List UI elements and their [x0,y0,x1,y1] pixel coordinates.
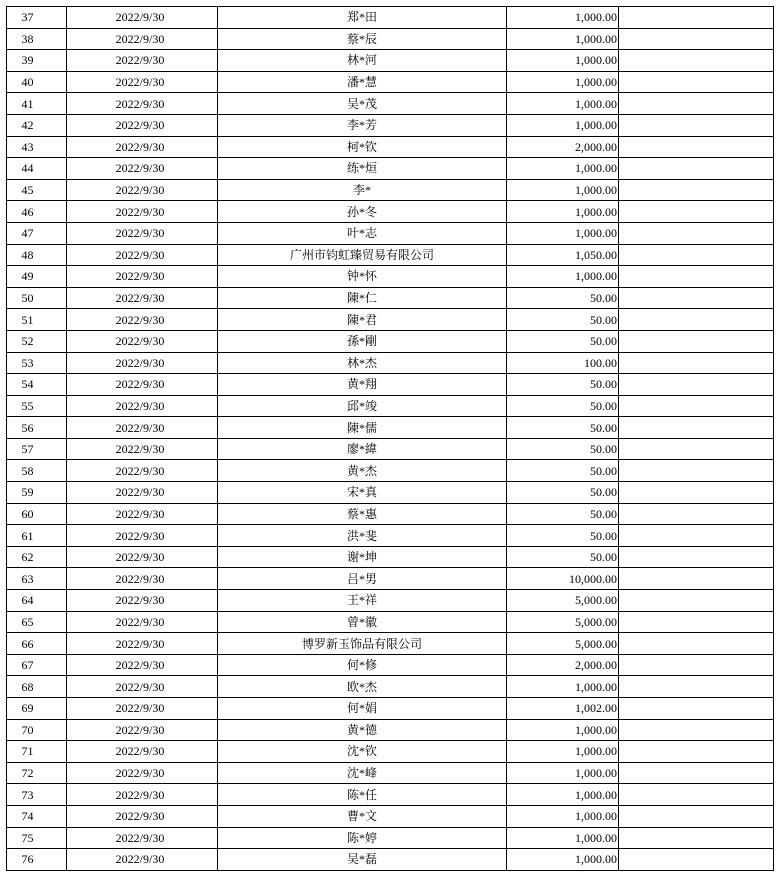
table-row [7,525,774,547]
row-number-cell: 58 [7,460,67,482]
donation-table [6,6,774,871]
date-cell: 2022/9/30 [67,7,218,29]
amount-cell: 5,000.00 [507,611,619,633]
amount-cell: 1,000.00 [507,266,619,288]
date-cell: 2022/9/30 [67,590,218,612]
date-cell: 2022/9/30 [67,93,218,115]
row-number-cell: 73 [7,784,67,806]
amount-cell: 1,000.00 [507,741,619,763]
donor-name-cell: 王*祥 [218,590,507,612]
remark-cell [619,352,774,374]
remark-cell [619,7,774,29]
donor-name-cell: 林*杰 [218,352,507,374]
table-row [7,50,774,72]
donor-name-cell: 曾*徽 [218,611,507,633]
table-row [7,849,774,871]
amount-cell: 5,000.00 [507,590,619,612]
remark-cell [619,546,774,568]
remark-cell [619,633,774,655]
row-number-cell: 45 [7,179,67,201]
table-row [7,654,774,676]
remark-cell [619,460,774,482]
table-row [7,71,774,93]
remark-cell [619,71,774,93]
remark-cell [619,244,774,266]
date-cell: 2022/9/30 [67,50,218,72]
donor-name-cell: 吴*磊 [218,849,507,871]
date-cell: 2022/9/30 [67,374,218,396]
donor-name-cell: 廖*緯 [218,438,507,460]
donor-name-cell: 欧*杰 [218,676,507,698]
amount-cell: 1,000.00 [507,71,619,93]
remark-cell [619,805,774,827]
donor-name-cell: 黄*杰 [218,460,507,482]
table-row [7,222,774,244]
donor-name-cell: 宋*真 [218,482,507,504]
amount-cell: 2,000.00 [507,136,619,158]
remark-cell [619,719,774,741]
remark-cell [619,438,774,460]
remark-cell [619,222,774,244]
table-body [7,7,774,871]
remark-cell [619,784,774,806]
table-row [7,568,774,590]
date-cell: 2022/9/30 [67,266,218,288]
amount-cell: 10,000.00 [507,568,619,590]
donor-name-cell: 博罗新玉饰品有限公司 [218,633,507,655]
row-number-cell: 37 [7,7,67,29]
donor-name-cell: 潘*慧 [218,71,507,93]
remark-cell [619,28,774,50]
table-row [7,179,774,201]
table-row [7,438,774,460]
row-number-cell: 48 [7,244,67,266]
donor-name-cell: 黄*德 [218,719,507,741]
table-row [7,719,774,741]
amount-cell: 1,002.00 [507,698,619,720]
donor-name-cell: 柯*钦 [218,136,507,158]
remark-cell [619,568,774,590]
row-number-cell: 66 [7,633,67,655]
row-number-cell: 60 [7,503,67,525]
row-number-cell: 52 [7,330,67,352]
donor-name-cell: 叶*志 [218,222,507,244]
donor-name-cell: 郑*田 [218,7,507,29]
remark-cell [619,590,774,612]
table-row [7,805,774,827]
amount-cell: 1,000.00 [507,114,619,136]
amount-cell: 1,000.00 [507,719,619,741]
row-number-cell: 74 [7,805,67,827]
amount-cell: 50.00 [507,546,619,568]
date-cell: 2022/9/30 [67,611,218,633]
table-row [7,827,774,849]
date-cell: 2022/9/30 [67,784,218,806]
remark-cell [619,827,774,849]
date-cell: 2022/9/30 [67,244,218,266]
amount-cell: 50.00 [507,417,619,439]
amount-cell: 50.00 [507,482,619,504]
amount-cell: 50.00 [507,438,619,460]
remark-cell [619,266,774,288]
date-cell: 2022/9/30 [67,482,218,504]
table-row [7,503,774,525]
row-number-cell: 59 [7,482,67,504]
table-row [7,611,774,633]
date-cell: 2022/9/30 [67,136,218,158]
donor-name-cell: 练*烜 [218,158,507,180]
donor-name-cell: 李* [218,179,507,201]
remark-cell [619,287,774,309]
amount-cell: 50.00 [507,503,619,525]
date-cell: 2022/9/30 [67,525,218,547]
table-row [7,784,774,806]
remark-cell [619,417,774,439]
amount-cell: 50.00 [507,525,619,547]
date-cell: 2022/9/30 [67,287,218,309]
amount-cell: 50.00 [507,330,619,352]
donor-name-cell: 孙*冬 [218,201,507,223]
remark-cell [619,698,774,720]
date-cell: 2022/9/30 [67,698,218,720]
table-row [7,244,774,266]
remark-cell [619,849,774,871]
amount-cell: 50.00 [507,309,619,331]
table-row [7,762,774,784]
table-row [7,676,774,698]
row-number-cell: 70 [7,719,67,741]
donor-name-cell: 曹*文 [218,805,507,827]
row-number-cell: 40 [7,71,67,93]
table-row [7,114,774,136]
donor-name-cell: 邱*竣 [218,395,507,417]
row-number-cell: 46 [7,201,67,223]
date-cell: 2022/9/30 [67,633,218,655]
table-row [7,201,774,223]
donor-name-cell: 谢*坤 [218,546,507,568]
row-number-cell: 67 [7,654,67,676]
remark-cell [619,309,774,331]
amount-cell: 1,000.00 [507,676,619,698]
table-row [7,28,774,50]
date-cell: 2022/9/30 [67,849,218,871]
remark-cell [619,114,774,136]
date-cell: 2022/9/30 [67,568,218,590]
date-cell: 2022/9/30 [67,503,218,525]
remark-cell [619,395,774,417]
table-row [7,633,774,655]
donor-name-cell: 沈*峰 [218,762,507,784]
amount-cell: 5,000.00 [507,633,619,655]
donation-table-sheet [6,6,774,871]
table-row [7,374,774,396]
remark-cell [619,525,774,547]
date-cell: 2022/9/30 [67,309,218,331]
table-row [7,546,774,568]
amount-cell: 1,000.00 [507,827,619,849]
amount-cell: 1,000.00 [507,28,619,50]
amount-cell: 1,000.00 [507,50,619,72]
row-number-cell: 53 [7,352,67,374]
remark-cell [619,676,774,698]
date-cell: 2022/9/30 [67,805,218,827]
row-number-cell: 71 [7,741,67,763]
amount-cell: 50.00 [507,395,619,417]
table-row [7,417,774,439]
date-cell: 2022/9/30 [67,676,218,698]
row-number-cell: 75 [7,827,67,849]
donor-name-cell: 钟*怀 [218,266,507,288]
row-number-cell: 55 [7,395,67,417]
remark-cell [619,611,774,633]
table-row [7,93,774,115]
row-number-cell: 44 [7,158,67,180]
donor-name-cell: 何*修 [218,654,507,676]
donor-name-cell: 陳*儒 [218,417,507,439]
row-number-cell: 42 [7,114,67,136]
amount-cell: 50.00 [507,374,619,396]
table-row [7,460,774,482]
row-number-cell: 72 [7,762,67,784]
date-cell: 2022/9/30 [67,71,218,93]
amount-cell: 1,000.00 [507,805,619,827]
row-number-cell: 49 [7,266,67,288]
table-row [7,266,774,288]
date-cell: 2022/9/30 [67,201,218,223]
amount-cell: 1,000.00 [507,201,619,223]
table-row [7,136,774,158]
date-cell: 2022/9/30 [67,741,218,763]
table-row [7,158,774,180]
date-cell: 2022/9/30 [67,114,218,136]
donor-name-cell: 陈*任 [218,784,507,806]
row-number-cell: 51 [7,309,67,331]
row-number-cell: 39 [7,50,67,72]
date-cell: 2022/9/30 [67,546,218,568]
row-number-cell: 63 [7,568,67,590]
amount-cell: 1,000.00 [507,784,619,806]
table-row [7,590,774,612]
table-row [7,352,774,374]
date-cell: 2022/9/30 [67,28,218,50]
amount-cell: 1,000.00 [507,93,619,115]
date-cell: 2022/9/30 [67,179,218,201]
table-row [7,309,774,331]
remark-cell [619,654,774,676]
remark-cell [619,179,774,201]
date-cell: 2022/9/30 [67,762,218,784]
donor-name-cell: 蔡*辰 [218,28,507,50]
donor-name-cell: 林*河 [218,50,507,72]
donor-name-cell: 陳*君 [218,309,507,331]
row-number-cell: 56 [7,417,67,439]
remark-cell [619,50,774,72]
row-number-cell: 47 [7,222,67,244]
row-number-cell: 57 [7,438,67,460]
amount-cell: 1,000.00 [507,222,619,244]
amount-cell: 50.00 [507,460,619,482]
row-number-cell: 62 [7,546,67,568]
row-number-cell: 65 [7,611,67,633]
table-row [7,287,774,309]
row-number-cell: 41 [7,93,67,115]
donor-name-cell: 广州市钧虹臻贸易有限公司 [218,244,507,266]
amount-cell: 1,000.00 [507,849,619,871]
amount-cell: 1,000.00 [507,7,619,29]
date-cell: 2022/9/30 [67,460,218,482]
donor-name-cell: 黄*翔 [218,374,507,396]
remark-cell [619,136,774,158]
date-cell: 2022/9/30 [67,222,218,244]
donor-name-cell: 洪*斐 [218,525,507,547]
date-cell: 2022/9/30 [67,827,218,849]
table-row [7,330,774,352]
row-number-cell: 76 [7,849,67,871]
row-number-cell: 68 [7,676,67,698]
amount-cell: 100.00 [507,352,619,374]
amount-cell: 1,000.00 [507,762,619,784]
donor-name-cell: 陳*仁 [218,287,507,309]
remark-cell [619,330,774,352]
remark-cell [619,93,774,115]
table-row [7,395,774,417]
donor-name-cell: 吴*茂 [218,93,507,115]
remark-cell [619,158,774,180]
remark-cell [619,374,774,396]
date-cell: 2022/9/30 [67,395,218,417]
remark-cell [619,201,774,223]
date-cell: 2022/9/30 [67,330,218,352]
amount-cell: 50.00 [507,287,619,309]
row-number-cell: 69 [7,698,67,720]
amount-cell: 1,000.00 [507,158,619,180]
date-cell: 2022/9/30 [67,352,218,374]
donor-name-cell: 孫*剛 [218,330,507,352]
donor-name-cell: 蔡*惠 [218,503,507,525]
remark-cell [619,762,774,784]
amount-cell: 2,000.00 [507,654,619,676]
donor-name-cell: 李*芳 [218,114,507,136]
donor-name-cell: 陈*婷 [218,827,507,849]
donor-name-cell: 何*娟 [218,698,507,720]
row-number-cell: 54 [7,374,67,396]
table-row [7,698,774,720]
row-number-cell: 61 [7,525,67,547]
date-cell: 2022/9/30 [67,438,218,460]
row-number-cell: 64 [7,590,67,612]
table-row [7,741,774,763]
date-cell: 2022/9/30 [67,719,218,741]
date-cell: 2022/9/30 [67,417,218,439]
remark-cell [619,503,774,525]
date-cell: 2022/9/30 [67,158,218,180]
date-cell: 2022/9/30 [67,654,218,676]
remark-cell [619,741,774,763]
row-number-cell: 50 [7,287,67,309]
row-number-cell: 43 [7,136,67,158]
table-row [7,482,774,504]
donor-name-cell: 吕*男 [218,568,507,590]
amount-cell: 1,000.00 [507,179,619,201]
table-row [7,7,774,29]
remark-cell [619,482,774,504]
amount-cell: 1,050.00 [507,244,619,266]
row-number-cell: 38 [7,28,67,50]
donor-name-cell: 沈*钦 [218,741,507,763]
